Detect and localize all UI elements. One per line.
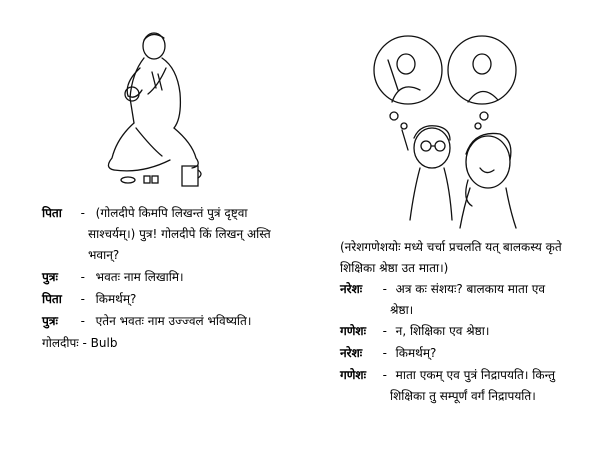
dialogue-text: शिक्षिका तु सम्पूर्णं वर्गं निद्रापयति। — [390, 389, 536, 403]
dash: - — [80, 292, 85, 306]
dash: - — [382, 282, 387, 296]
right-line-2 — [340, 324, 489, 338]
dash: - — [382, 324, 387, 338]
speaker-label: पिता — [42, 206, 62, 220]
dash: - — [382, 368, 387, 382]
dialogue-text: साश्चर्यम्।) पुत्र! गोलदीपे किं लिखन् अस्ति — [88, 227, 271, 241]
dialogue-text: न, शिक्षिका एव श्रेष्ठा। — [395, 324, 490, 338]
dialogue-text: किमर्थम्? — [95, 292, 137, 306]
dash: - — [80, 270, 85, 284]
dash: - — [80, 314, 85, 328]
dialogue-text: भवतः नाम लिखामि। — [95, 270, 184, 284]
dialogue-text: (गोलदीपे किमपि लिखन्तं पुत्रं दृष्ट्वा — [95, 206, 248, 220]
dialogue-text: अत्र कः संशयः? बालकाय माता एव — [395, 282, 546, 296]
speaker-label: नरेशः — [340, 282, 363, 296]
right-line-1 — [340, 282, 545, 296]
dash: - — [80, 206, 85, 220]
right-line-4 — [340, 368, 555, 382]
dialogue-text: भवान्? — [88, 248, 120, 262]
father-son-illustration — [92, 28, 222, 196]
dialogue-text: एतेन भवतः नाम उज्ज्वलं भविष्यति। — [95, 314, 252, 328]
speaker-label: पुत्रः — [42, 314, 58, 328]
dialogue-text: किमर्थम्? — [395, 346, 437, 360]
dialogue-text: श्रेष्ठा। — [390, 303, 414, 317]
naresh-ganesh-illustration — [370, 30, 530, 230]
left-line-3 — [42, 292, 136, 306]
left-line-4 — [42, 314, 251, 328]
speaker-label: नरेशः — [340, 346, 363, 360]
speaker-label: गणेशः — [340, 324, 367, 338]
intro-text: शिक्षिका श्रेष्ठा उत माता।) — [340, 261, 449, 275]
gloss-note: गोलदीपः - Bulb — [42, 336, 118, 350]
dialogue-text: माता एकम् एव पुत्रं निद्रापयति। किन्तु — [395, 368, 556, 382]
right-line-3 — [340, 346, 436, 360]
dash: - — [382, 346, 387, 360]
speaker-label: पिता — [42, 292, 62, 306]
left-line-2 — [42, 270, 184, 284]
left-line-1 — [42, 206, 248, 220]
speaker-label: गणेशः — [340, 368, 367, 382]
speaker-label: पुत्रः — [42, 270, 58, 284]
intro-text: (नरेशगणेशयोः मध्ये चर्चा प्रचलति यत् बालकस्य कृते — [340, 240, 562, 254]
